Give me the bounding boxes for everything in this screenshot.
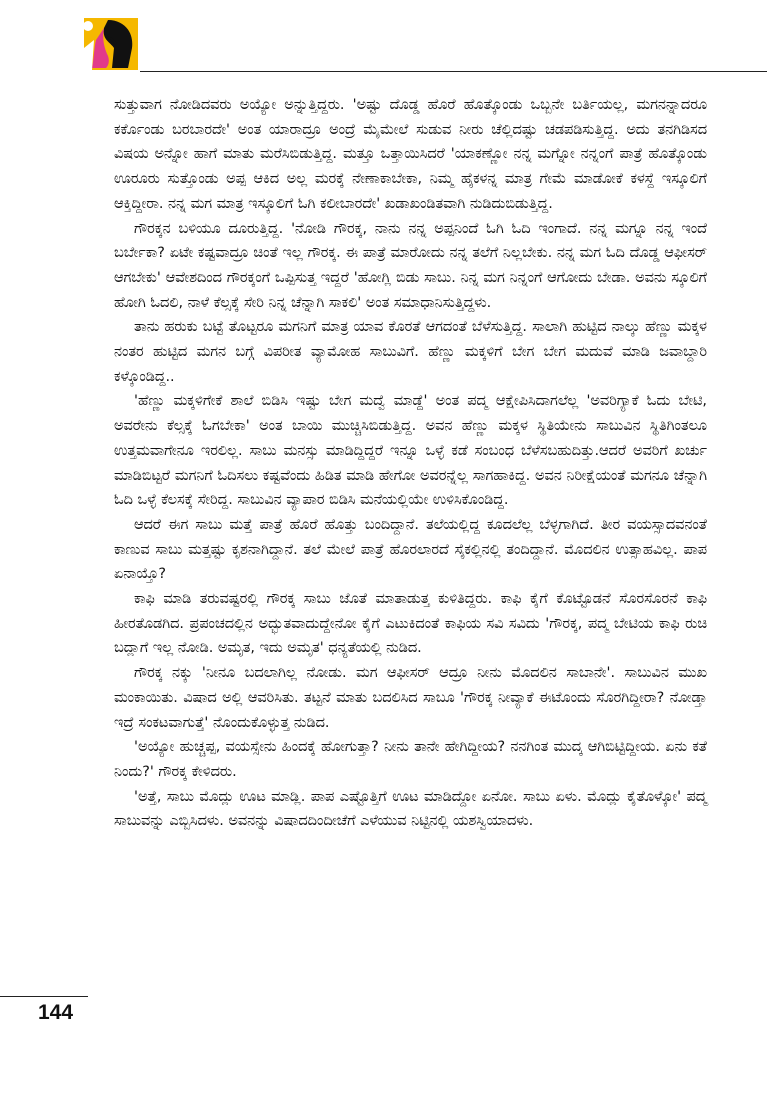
paragraph: ಗೌರಕ್ಕ ನಕ್ಕು 'ನೀನೂ ಬದಲಾಗಿಲ್ಲ ನೋಡು. ಮಗ ಆಫೀಸರ್ ಆದ್ರೂ ನೀನು ಮೊದಲಿನ ಸಾಬಾನೇ'. ಸಾಬುವಿನ ಮುಖ ಮಂಕಾಯಿತು. ವಿಷಾದ ಅಲ್ಲಿ ಆವರಿಸಿತು. ತಟ್ಟನೆ ಮಾತು ಬದಲಿಸಿದ ಸಾಬೂ 'ಗೌರಕ್ಕ ನೀವ್ಯಾಕೆ ಈಟೊಂದು ಸೊರಗಿದ್ದೀರಾ? ನೋಡ್ತಾ ಇದ್ರೆ ಸಂಕಟವಾಗುತ್ತೆ' ನೊಂದುಕೊಳ್ಳುತ್ತ ನುಡಿದ. <box>114 665 707 731</box>
paragraph: ಆದರೆ ಈಗ ಸಾಬು ಮತ್ತೆ ಪಾತ್ರೆ ಹೊರೆ ಹೊತ್ತು ಬಂದಿದ್ದಾನೆ. ತಲೆಯಲ್ಲಿದ್ದ ಕೂದಲೆಲ್ಲ ಬೆಳ್ಳಗಾಗಿದೆ. ತೀರ ವಯಸ್ಸಾದವನಂತೆ ಕಾಣುವ ಸಾಬು ಮತ್ತಷ್ಟು ಕೃಶನಾಗಿದ್ದಾನೆ. ತಲೆ ಮೇಲೆ ಪಾತ್ರೆ ಹೊರಲಾರದೆ ಸೈಕಲ್ಲಿನಲ್ಲಿ ತಂದಿದ್ದಾನೆ. ಮೊದಲಿನ ಉತ್ಸಾಹವಿಲ್ಲ. ಪಾಪ ಏನಾಯ್ತೊ? <box>114 516 707 583</box>
paragraph: 'ಅತ್ತೆ, ಸಾಬು ಮೊದ್ಲು ಊಟ ಮಾಡ್ಲಿ. ಪಾಪ ಎಷ್ಟೊತ್ತಿಗೆ ಊಟ ಮಾಡಿದ್ದೋ ಏನೋ. ಸಾಬು ಏಳು. ಮೊದ್ಲು ಕೈತೊಳ್ಕೋ' ಪದ್ಮ ಸಾಬುವನ್ನು ಎಬ್ಬಿಸಿದಳು. ಅವನನ್ನು ವಿಷಾದದಿಂದೀಚೆಗೆ ಎಳೆಯುವ ನಿಟ್ಟಿನಲ್ಲಿ ಯಶಸ್ವಿಯಾದಳು. <box>114 788 707 830</box>
header-rule <box>140 71 767 72</box>
footer-rule <box>0 996 88 997</box>
paragraph: ಗೌರಕ್ಕನ ಬಳಿಯೂ ದೂರುತ್ತಿದ್ದ. 'ನೋಡಿ ಗೌರಕ್ಕ, ನಾನು ನನ್ನ ಅಪ್ಪನಿಂದೆ ಓಗಿ ಓದಿ ಇಂಗಾದೆ. ನನ್ನ ಮಗ್ನೂ ನನ್ನ ಇಂದೆ ಬರ್ಬೇಕಾ? ಏಟೇ ಕಷ್ಟವಾದ್ರೂ ಚಿಂತೆ ಇಲ್ಲ ಗೌರಕ್ಕ. ಈ ಪಾತ್ರೆ ಮಾರೋದು ನನ್ನ ತಲೆಗೆ ನಿಲ್ಲಬೇಕು. ನನ್ನ ಮಗ ಓದಿ ದೊಡ್ಡ ಆಫೀಸರ್ ಆಗಬೇಕು' ಆವೇಶದಿಂದ ಗೌರಕ್ಕಂಗೆ ಒಪ್ಪಿಸುತ್ತ ಇದ್ದರೆ 'ಹೋಗ್ಲಿ ಬಿಡು ಸಾಬು. ನಿನ್ನ ಮಗ ನಿನ್ನಂಗೆ ಆಗೋದು ಬೇಡಾ. ಅವನು ಸ್ಕೂಲಿಗೆ ಹೋಗಿ ಓದಲಿ, ನಾಳೆ ಕೆಲ್ಸಕ್ಕೆ ಸೇರಿ ನಿನ್ನ ಚೆನ್ನಾಗಿ ಸಾಕಲಿ' ಅಂತ ಸಮಾಧಾನಿಸುತ್ತಿದ್ದಳು. <box>114 220 707 311</box>
paragraph: ತಾನು ಹರುಕು ಬಟ್ಟೆ ತೊಟ್ಟರೂ ಮಗನಿಗೆ ಮಾತ್ರ ಯಾವ ಕೊರತೆ ಆಗದಂತೆ ಬೆಳೆಸುತ್ತಿದ್ದ. ಸಾಲಾಗಿ ಹುಟ್ಟಿದ ನಾಲ್ಕು ಹೆಣ್ಣು ಮಕ್ಕಳ ನಂತರ ಹುಟ್ಟಿದ ಮಗನ ಬಗ್ಗೆ ವಿಪರೀತ ವ್ಯಾಮೋಹ ಸಾಬುವಿಗೆ. ಹೆಣ್ಣು ಮಕ್ಕಳಿಗೆ ಬೇಗ ಬೇಗ ಮದುವೆ ಮಾಡಿ ಜವಾಬ್ದಾರಿ ಕಳ್ಕೊಂಡಿದ್ದ.. <box>114 319 707 385</box>
paragraph: ಸುತ್ತುವಾಗ ನೋಡಿದವರು ಅಯ್ಯೋ ಅನ್ನುತ್ತಿದ್ದರು. 'ಅಷ್ಟು ದೊಡ್ಡ ಹೊರೆ ಹೊತ್ಕೊಂಡು ಒಬ್ಬನೇ ಬರ್ತಿಯಲ್ಲ, ಮಗನನ್ನಾದರೂ ಕರ್ಕೊಂಡು ಬರಬಾರದೇ' ಅಂತ ಯಾರಾದ್ರೂ ಅಂದ್ರೆ ಮೈಮೇಲೆ ಸುಡುವ ನೀರು ಚೆಲ್ಲಿದಷ್ಟು ಚಡಪಡಿಸುತ್ತಿದ್ದ. ಅದು ತನಗಿಡಿಸದ ವಿಷಯ ಅನ್ನೋ ಹಾಗೆ ಮಾತು ಮರೆಸಿಬಿಡುತ್ತಿದ್ದ. ಮತ್ತೂ ಒತ್ತಾಯಿಸಿದರೆ 'ಯಾಕಣ್ಣೋ ನನ್ನ ಮಗ್ನೋ ನನ್ನಂಗೆ ಪಾತ್ರೆ ಹೊತ್ಕೊಂಡು ಊರೂರು ಸುತ್ತೊಂಡು ಅಪ್ಪ ಆಕಿದ ಅಲ್ಲ ಮರಕ್ಕೆ ನೇಣಾಕಾಬೇಕಾ, ನಿಮ್ಮ ಹೈಕಳನ್ನ ಮಾತ್ರ ಗೇಮೆ ಮಾಡೋಕೆ ಕಳಸ್ದೆ ಇಸ್ಕೂಲಿಗೆ ಆಕ್ತಿದ್ದೀರಾ. ನನ್ನ ಮಗ ಮಾತ್ರ ಇಸ್ಕೂಲಿಗೆ ಓಗಿ ಕಲೀಬಾರದೇ' ಖಡಾಖಂಡಿತವಾಗಿ ನುಡಿದುಬಿಡುತ್ತಿದ್ದ. <box>114 97 707 212</box>
paragraph: 'ಅಯ್ಯೋ ಹುಚ್ಚಪ್ಪ, ವಯಸ್ಸೇನು ಹಿಂದಕ್ಕೆ ಹೋಗುತ್ತಾ? ನೀನು ತಾನೇ ಹೇಗಿದ್ದೀಯ? ನನಗಿಂತ ಮುದ್ಕ ಆಗಿಬಿಟ್ಟಿದ್ದೀಯ. ಏನು ಕತೆ ನಿಂದು?' ಗೌರಕ್ಕ ಕೇಳಿದರು. <box>114 739 707 780</box>
paragraph: ಕಾಫಿ ಮಾಡಿ ತರುವಷ್ಟರಲ್ಲಿ ಗೌರಕ್ಕ ಸಾಬು ಜೊತೆ ಮಾತಾಡುತ್ತ ಕುಳಿತಿದ್ದರು. ಕಾಫಿ ಕೈಗೆ ಕೊಟ್ಟೊಡನೆ ಸೊರಸೊರನೆ ಕಾಫಿ ಹೀರತೊಡಗಿದ. ಪ್ರಪಂಚದಲ್ಲಿನ ಅದ್ಭುತವಾದುದ್ದೇನೋ ಕೈಗೆ ಎಟುಕಿದಂತೆ ಕಾಫಿಯ ಸವಿ ಸವಿದು 'ಗೌರಕ್ಕ, ಪದ್ಮ ಬೇಟಿಯ ಕಾಫಿ ರುಚಿ ಬದ್ಲಾಗೆ ಇಲ್ಲ ನೋಡಿ. ಅಮೃತ, ಇದು ಅಮೃತ' ಧನ್ಯತೆಯಲ್ಲಿ ನುಡಿದ. <box>114 591 707 657</box>
paragraph: 'ಹೆಣ್ಣು ಮಕ್ಕಳಿಗೇಕೆ ಶಾಲೆ ಬಿಡಿಸಿ ಇಷ್ಟು ಬೇಗ ಮದ್ವೆ ಮಾಡ್ದೆ' ಅಂತ ಪದ್ಮ ಆಕ್ಷೇಪಿಸಿದಾಗಲೆಲ್ಲ 'ಅವರಿಗ್ಯಾಕೆ ಓದು ಬೇಟಿ, ಅವರೇನು ಕೆಲ್ಸಕ್ಕೆ ಓಗಬೇಕಾ' ಅಂತ ಬಾಯಿ ಮುಚ್ಚಿಸಿಬಿಡುತ್ತಿದ್ದ. ಅವನ ಹೆಣ್ಣು ಮಕ್ಕಳ ಸ್ಥಿತಿಯೇನು ಸಾಬುವಿನ ಸ್ಥಿತಿಗಿಂತಲೂ ಉತ್ತಮವಾಗೇನೂ ಇರಲಿಲ್ಲ. ಸಾಬು ಮನಸ್ಸು ಮಾಡಿದ್ದಿದ್ದರೆ ಇನ್ನೂ ಒಳ್ಳೆ ಕಡೆ ಸಂಬಂಧ ಬೆಳೆಸಬಹುದಿತ್ತು.ಆದರೆ ಅವರಿಗೆ ಖರ್ಚು ಮಾಡಿಬಿಟ್ಟರೆ ಮಗನಿಗೆ ಓದಿಸಲು ಕಷ್ಟವೆಂದು ಹಿಡಿತ ಮಾಡಿ ಹೇಗೋ ಅವರನ್ನೆಲ್ಲ ಸಾಗಹಾಕಿದ್ದ. ಅವನ ನಿರೀಕ್ಷೆಯಂತೆ ಮಗನೂ ಚೆನ್ನಾಗಿ ಓದಿ ಒಳ್ಳೆ ಕೆಲಸಕ್ಕೆ ಸೇರಿದ್ದ. ಸಾಬುವಿನ ವ್ಯಾಪಾರ ಬಿಡಿಸಿ ಮನೆಯಲ್ಲಿಯೇ ಉಳಿಸಿಕೊಂಡಿದ್ದ. <box>114 393 707 509</box>
body-text <box>114 93 707 834</box>
woman-face-logo-icon <box>84 18 138 70</box>
page-number: 144 <box>38 1001 74 1024</box>
